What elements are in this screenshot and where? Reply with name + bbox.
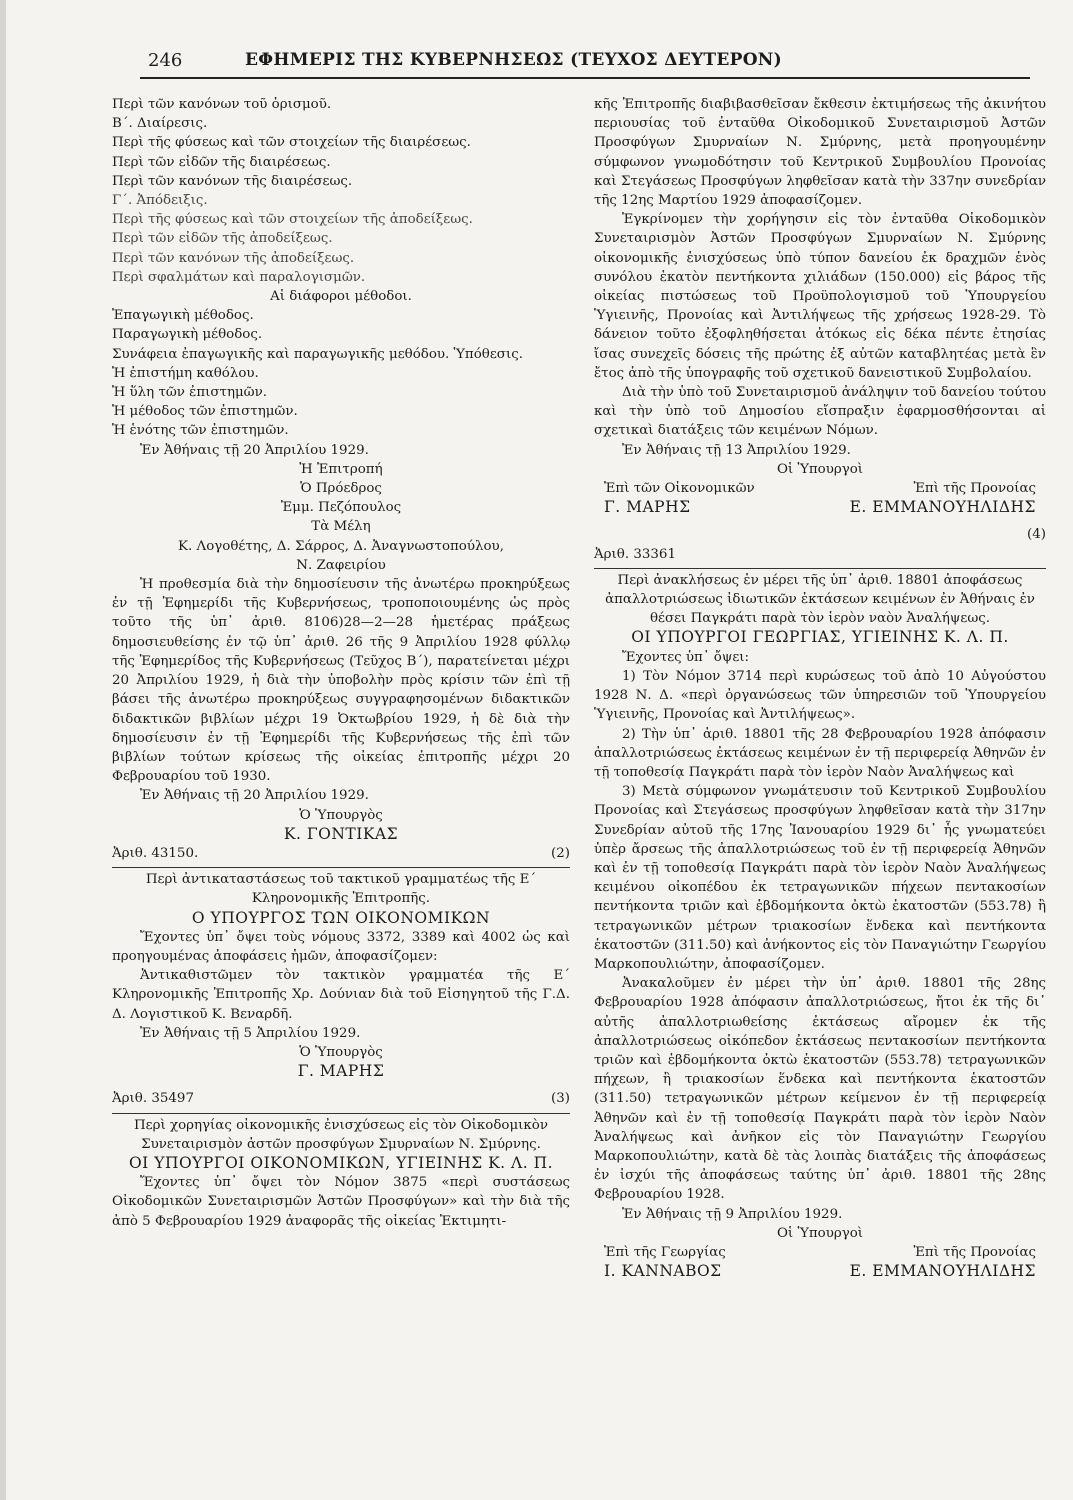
date-line: Ἐν Ἀθήναις τῇ 20 Ἀπριλίου 1929. <box>140 442 369 458</box>
decision-subject: Περὶ ἀνακλήσεως ἐν μέρει τῆς ὑπ᾽ ἀριθ. 18801 ἀποφάσεως ἀπαλλοτριώσεως ἰδιωτικῶν ἐκτάσεων κειμένων ἐν Ἀθήναις ἐν θέσει Παγκράτι παρὰ τὸν ἱερὸν ναὸν Ἀναλήψεως. <box>605 572 1035 627</box>
decision-body: Διὰ τὴν ὑπὸ τοῦ Συνεταιρισμοῦ ἀνάληψιν τοῦ δανείου τούτου καὶ τὴν ὑπὸ τοῦ Δημοσίου εἴσπραξιν ἐφαρμοσθήσονται αἱ σχετικαὶ διατάξεις τῶν κειμένων Νόμων. <box>594 385 1046 439</box>
topic-line: Περὶ σφαλμάτων καὶ παραλογισμῶν. <box>112 269 366 285</box>
decision-body: Ἀνακαλοῦμεν ἐν μέρει τὴν ὑπ᾽ ἀριθ. 18801 τῆς 28ης Φεβρουαρίου 1928 ἀπόφασιν ἀπαλλοτριώσεως, ἤτοι ἐκ τῆς δι᾽ αὐτῆς ἀπαλλοτριωθείσης ἐκτάσεως αἴρομεν ἐκ τῆς ἀπαλλοτριώσεως οἰκόπεδον ἐκτάσεως πεντακοσίων πεντήκοντα τριῶν καὶ ἑβδομήκοντα ὀκτὼ ἑκατοστῶν (553.78) τετραγωνικῶν πήχεων, ἢ τριακοσίων ἕνδεκα καὶ πεντήκοντα ἑκατοστῶν (311.50) τετραγωνικῶν μέτρων κείμενον ἐν τῇ περιφερείᾳ Ἀθηνῶν καὶ ἐν τῇ τοποθεσίᾳ Παγκράτι παρὰ τὸν ἱερὸν Ναὸν Ἀναλήψεως καὶ ἀνῆκον εἰς τὸν Παναγιώτην Γεωργίου Μαρκοπουλιώτην, κατὰ δὲ τὰς λοιπὰς διατάξεις τῆς ἀποφάσεως ἐν ἰσχύι τῆς ἀποφάσεως ταύτης ὑπ᾽ ἀριθ. 18801 τῆς 28ης Φεβρουαρίου 1928. <box>594 976 1046 1203</box>
signature-titles <box>594 1243 1046 1262</box>
consideration-item: 1) Τὸν Νόμον 3714 περὶ κυρώσεως τοῦ ἀπὸ 10 Αὐγούστου 1928 Ν. Δ. «περὶ ὀργανώσεως τῶν ὑπηρεσιῶν τοῦ Ὑπουργείου Ὑγιεινῆς, Προνοίας καὶ Ἀντιλήψεως». <box>594 668 1046 723</box>
president-title: Ὁ Πρόεδρος <box>300 481 382 497</box>
right-column <box>594 95 1046 1281</box>
decision-subject: Περὶ χορηγίας οἰκονομικῆς ἐνισχύσεως εἰς τὸν Οἰκοδομικὸν Συνεταιρισμὸν ἀστῶν προσφύγων Σμυρναίων Ν. Σμύρνης. <box>133 1117 548 1152</box>
decision-number: Ἀριθ. 43150. <box>112 845 199 861</box>
having-line: Ἔχοντες ὑπ᾽ ὄψει: <box>622 649 750 665</box>
signer-title-left: Ἐπὶ τῶν Οἰκονομικῶν <box>604 481 755 497</box>
consideration-item: 3) Μετὰ σύμφωνον γνωμάτευσιν τοῦ Κεντρικοῦ Συμβουλίου Προνοίας καὶ Στεγάσεως προσφύγων ληφθεῖσαν κατὰ τὴν 317ην Συνεδρίαν αὐτοῦ τῆς 17ης Ἰανουαρίου 1929 δι᾽ ἧς γνωματεύει ὑπὲρ ἄρσεως τῆς ἀπαλλοτριώσεως τοῦ ἐν τῇ περιφερείᾳ Ἀθηνῶν καὶ ἐν τῇ τοποθεσίᾳ Παγκράτι παρὰ τὸν ἱερὸν Ναὸν Ἀναλήψεως κειμένου οἰκοπέδου ἐκ τετραγωνικῶν πήχεων πεντακοσίων πεντήκοντα τριῶν καὶ ἑβδομήκοντα ὀκτὼ ἑκατοστῶν (553.78) ἢ τετραγωνικῶν μέτρων τριακοσίων ἕνδεκα καὶ πεντήκοντα ἑκατοστῶν (311.50) καὶ ἀνήκοντος εἰς τὸν Παναγιώτην Γεωργίου Μαρκοπουλιώτην, ἀποφασίζομεν. <box>594 784 1046 972</box>
minister-title: Ὁ Ὑπουργὸς <box>299 807 383 823</box>
divider <box>594 568 1046 569</box>
issuer-heading: ΟΙ ΥΠΟΥΡΓΟΙ ΟΙΚΟΝΟΜΙΚΩΝ, ΥΓΙΕΙΝΗΣ Κ. Λ. Π. <box>128 1153 554 1172</box>
minister-name: Κ. ΓΟΝΤΙΚΑΣ <box>283 824 399 843</box>
committee-title: Ἡ Ἐπιτροπή <box>299 461 383 477</box>
method-line: Συνάφεια ἐπαγωγικῆς καὶ παραγωγικῆς μεθόδου. Ὑπόθεσις. <box>112 346 523 362</box>
signer-title-right: Ἐπὶ τῆς Προνοίας <box>913 481 1036 497</box>
topic-line: Β΄. Διαίρεσις. <box>112 116 208 132</box>
decision-subject: Κληρονομικῆς Ἐπιτροπῆς. <box>251 891 431 907</box>
topic-line: Περὶ τῆς φύσεως καὶ τῶν στοιχείων τῆς ἀποδείξεως. <box>112 212 473 228</box>
date-line: Ἐν Ἀθήναις τῇ 20 Ἀπριλίου 1929. <box>140 788 369 804</box>
signature-titles <box>594 479 1046 498</box>
method-line: Ἡ ἑνότης τῶν ἐπιστημῶν. <box>112 423 289 439</box>
decision-index: (4) <box>1027 527 1046 543</box>
minister-name: Γ. ΜΑΡΗΣ <box>297 1062 385 1081</box>
decision-2-number-row <box>112 844 570 863</box>
method-line: Ἡ μέθοδος τῶν ἐπιστημῶν. <box>112 404 298 420</box>
decision-subject: Περὶ ἀντικαταστάσεως τοῦ τακτικοῦ γραμματέως τῆς Ε΄ <box>145 872 537 888</box>
topic-line: Περὶ τῶν κανόνων τῆς διαιρέσεως. <box>112 173 353 189</box>
signer-name-left: Ι. ΚΑΝΝΑΒΟΣ <box>604 1262 722 1281</box>
method-line: Ἡ ὕλη τῶν ἐπιστημῶν. <box>112 385 267 401</box>
scan-edge <box>0 0 6 1500</box>
decision-index: (3) <box>551 1091 570 1107</box>
divider <box>112 1113 570 1114</box>
topic-line: Περὶ τῆς φύσεως καὶ τῶν στοιχείων τῆς διαιρέσεως. <box>112 135 471 151</box>
signer-name-right: Ε. ΕΜΜΑΝΟΥΗΛΙΔΗΣ <box>849 498 1036 517</box>
deadline-paragraph: Ἡ προθεσμία διὰ τὴν δημοσίευσιν τῆς ἀνωτέρω προκηρύξεως ἐν τῇ Ἐφημερίδι τῆς Κυβερνήσεως, τροποποιουμένης ὡς πρὸς τοῦτο τῆς ὑπ᾽ ἀριθ. 8106)28—2—28 ἡμετέρας πράξεως δημοσιευθείσης ἐν τῷ ὑπ᾽ ἀριθ. 26 τῆς 9 Ἀπριλίου 1928 φύλλῳ τῆς Ἐφημερίδος τῆς Κυβερνήσεως (Τεῦχος Β΄), παρατείνεται μέχρι 20 Ἀπριλίου 1929, ἡ διὰ τὴν ὑποβολὴν πρὸς κρίσιν τῶν ἐπὶ τῇ βάσει τῆς ἀνωτέρω προκηρύξεως συγγραφησομένων διδακτικῶν διδακτικῶν βιβλίων μέχρι 19 Ὀκτωβρίου 1929, ἡ δὲ διὰ τὴν δημοσίευσιν ἐν τῇ Ἐφημερίδι τῆς Κυβερνήσεως τῆς ἐπὶ τῶν βιβλίων τούτων κρίσεως τῆς οἰκείας ἐπιτροπῆς μέχρι 20 Φεβρουαρίου τοῦ 1930. <box>112 577 570 785</box>
issuer-heading: ΟΙ ΥΠΟΥΡΓΟΙ ΓΕΩΡΓΙΑΣ, ΥΓΙΕΙΝΗΣ Κ. Λ. Π. <box>631 628 1009 647</box>
signer-title-right: Ἐπὶ τῆς Προνοίας <box>913 1244 1036 1260</box>
page-number: 246 <box>148 50 183 71</box>
topic-line: Περὶ τῶν κανόνων τῆς ἀποδείξεως. <box>112 250 355 266</box>
gazette-title: ΕΦΗΜΕΡΙΣ ΤΗΣ ΚΥΒΕΡΝΗΣΕΩΣ (ΤΕΥΧΟΣ ΔΕΥΤΕΡΟΝ) <box>245 50 782 70</box>
methods-heading: Αἱ διάφοροι μέθοδοι. <box>270 289 412 305</box>
decision-body: Ἐγκρίνομεν τὴν χορήγησιν εἰς τὸν ἐνταῦθα Οἰκοδομικὸν Συνεταιρισμὸν Ἀστῶν Προσφύγων Σμυρναίων Ν. Σμύρνης οἰκονομικῆς ἐνισχύσεως ὑπὸ τύπον δανείου ἐκ δραχμῶν ἑνὸς συνόλου ἑκατὸν πεντήκοντα χιλιάδων (150.000) εἰς βάρος τῆς οἰκείας πιστώσεως τοῦ Προϋπολογισμοῦ τοῦ Ὑπουργείου Ὑγιεινῆς, Προνοίας καὶ Ἀντιλήψεως τῆς χρήσεως 1928-29. Τὸ δάνειον τοῦτο ἐξοφληθήσεται ἀτόκως εἰς δέκα πέντε ἐτησίας ἴσας συνεχεῖς δόσεις τῆς πρώτης ἐξ αὐτῶν καταβλητέας μετὰ ἓν ἔτος ἀπὸ τῆς ὑπογραφῆς τοῦ σχετικοῦ δανειστικοῦ Συμβολαίου. <box>594 212 1046 381</box>
decision-index: (2) <box>551 845 570 861</box>
signature-names <box>594 498 1046 517</box>
date-line: Ἐν Ἀθήναις τῇ 9 Ἀπριλίου 1929. <box>622 1206 843 1222</box>
decision-number: Ἀριθ. 35497 <box>112 1091 194 1107</box>
method-line: Παραγωγικὴ μέθοδος. <box>112 327 263 343</box>
topic-line: Γ΄. Ἀπόδειξις. <box>112 193 208 209</box>
topic-line: Περὶ τῶν κανόνων τοῦ ὁρισμοῦ. <box>112 97 332 112</box>
president-name: Ἐμμ. Πεζόπουλος <box>280 500 402 516</box>
decision-body: Ἔχοντες ὑπ᾽ ὄψει τὸν Νόμον 3875 «περὶ συστάσεως Οἰκοδομικῶν Συνεταιρισμῶν Ἀστῶν Προσφύγων» καὶ τὴν διὰ τῆς ἀπὸ 5 Φεβρουαρίου 1929 ἀναφορᾶς τῆς οἰκείας Ἐκτιμητι- <box>112 1175 570 1229</box>
header-rule <box>140 77 1030 79</box>
signer-name-left: Γ. ΜΑΡΗΣ <box>604 498 691 517</box>
decision-body: Ἀντικαθιστῶμεν τὸν τακτικὸν γραμματέα τῆς Ε΄ Κληρονομικῆς Ἐπιτροπῆς Χρ. Δούνιαν διὰ τοῦ Εἰσηγητοῦ τῆς Γ.Δ. Δ. Λογιστικοῦ Κ. Βεναρδῆ. <box>112 968 570 1022</box>
signer-title-left: Ἐπὶ τῆς Γεωργίας <box>604 1244 726 1260</box>
ministers-title: Οἱ Ὑπουργοὶ <box>776 1225 864 1241</box>
method-line: Ἡ ἐπιστήμη καθόλου. <box>112 365 259 381</box>
topic-line: Περὶ τῶν εἰδῶν τῆς διαιρέσεως. <box>112 154 331 170</box>
ministers-title: Οἱ Ὑπουργοὶ <box>776 461 864 477</box>
signer-name-right: Ε. ΕΜΜΑΝΟΥΗΛΙΔΗΣ <box>849 1262 1036 1281</box>
signature-names <box>594 1262 1046 1281</box>
issuer-heading: Ο ΥΠΟΥΡΓΟΣ ΤΩΝ ΟΙΚΟΝΟΜΙΚΩΝ <box>191 908 491 927</box>
topic-line: Περὶ τῶν εἰδῶν τῆς ἀποδείξεως. <box>112 231 333 247</box>
members-last: Ν. Ζαφειρίου <box>296 557 386 573</box>
left-column <box>112 95 570 1231</box>
continued-text: κῆς Ἐπιτροπῆς διαβιβασθεῖσαν ἔκθεσιν ἐκτιμήσεως τῆς ἀκινήτου περιουσίας τοῦ ἐνταῦθα Οἰκοδομικοῦ Συνεταιρισμοῦ Ἀστῶν Προσφύγων Σμυρναίων Ν. Σμύρνης, μετὰ προηγουμένην σύμφωνον γνωμοδότησιν τοῦ Κεντρικοῦ Συμβουλίου Προνοίας καὶ Στεγάσεως Προσφύγων ληφθεῖσαν κατὰ τὴν 337ην συνεδρίαν τῆς 12ης Μαρτίου 1929 ἀποφασίζομεν. <box>594 97 1046 209</box>
date-line: Ἐν Ἀθήναις τῇ 5 Ἀπριλίου 1929. <box>140 1025 361 1041</box>
decision-3-number-row <box>112 1089 570 1108</box>
members-names: Κ. Λογοθέτης, Δ. Σάρρος, Δ. Ἀναγνωστοπούλου, <box>178 538 504 554</box>
method-line: Ἐπαγωγικὴ μέθοδος. <box>112 308 254 324</box>
minister-title: Ὁ Ὑπουργὸς <box>299 1044 383 1060</box>
decision-body: Ἔχοντες ὑπ᾽ ὄψει τοὺς νόμους 3372, 3389 καὶ 4002 ὡς καὶ προηγουμένας ἀποφάσεις ἡμῶν, ἀποφασίζομεν: <box>112 929 570 964</box>
consideration-item: 2) Τὴν ὑπ᾽ ἀριθ. 18801 τῆς 28 Φεβρουαρίου 1928 ἀπόφασιν ἀπαλλοτριώσεως ἐκτάσεως κειμένων ἐν τῇ περιφερείᾳ Ἀθηνῶν ἐν τῇ τοποθεσίᾳ Παγκράτι παρὰ τὸν ἱερὸν Ναὸν Ἀναλήψεως καὶ <box>594 726 1046 780</box>
divider <box>112 867 570 868</box>
members-title: Τὰ Μέλη <box>311 519 371 535</box>
date-line: Ἐν Ἀθήναις τῇ 13 Ἀπριλίου 1929. <box>622 442 851 458</box>
decision-number: Ἀριθ. 33361 <box>594 546 676 562</box>
